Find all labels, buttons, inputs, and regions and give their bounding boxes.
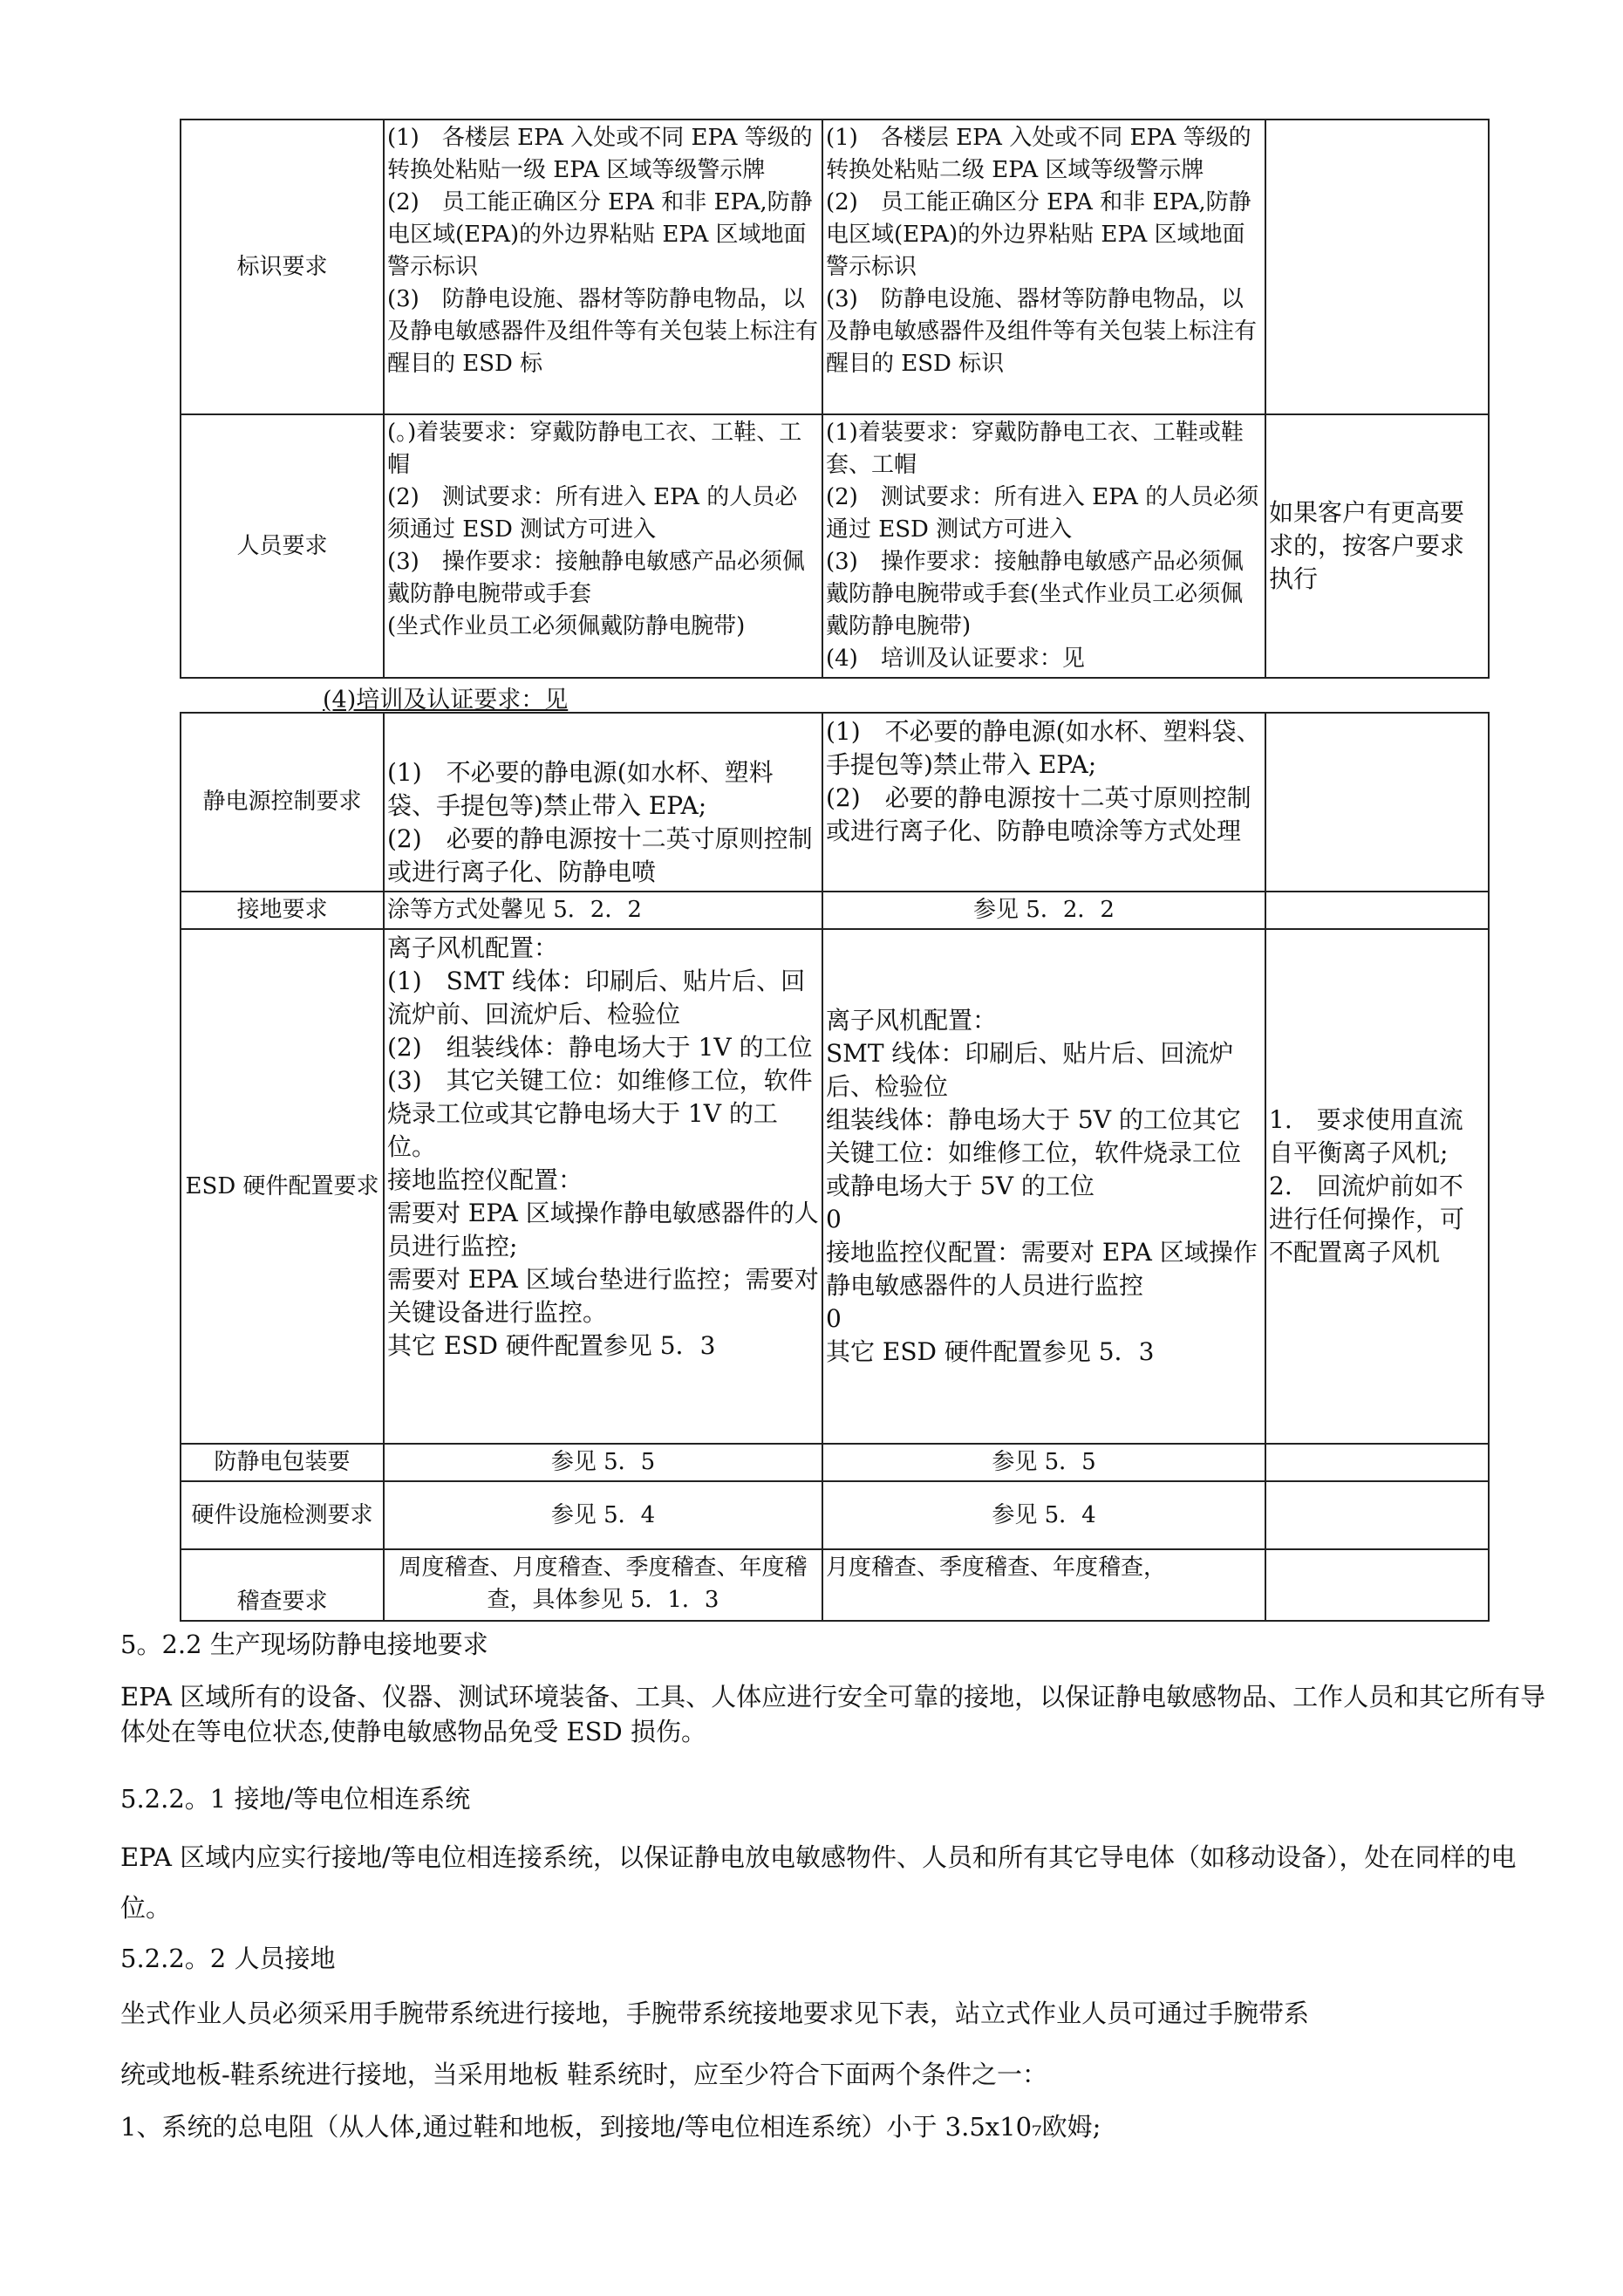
cell-line: 组装线体：静电场大于 5V 的工位其它关键工位：如维修工位，软件烧录工位或静电场大于 5V 的工位 <box>826 1105 1242 1200</box>
row-label: 硬件设施检测要求 <box>181 1481 384 1549</box>
training-note <box>323 680 568 714</box>
cell-line: 0 <box>826 1205 842 1233</box>
cell-line: 其它 ESD 硬件配置参见 5．3 <box>387 1331 716 1360</box>
row-label: 接地要求 <box>181 892 384 929</box>
cell-line: (1) 各楼层 EPA 入处或不同 EPA 等级的转换处粘贴二级 EPA 区域等级警示牌 <box>826 125 1251 183</box>
level1-cell: 涂等方式处馨见 5．2．2 <box>384 892 822 929</box>
level2-cell <box>822 713 1265 892</box>
level1-cell: 周度稽查、月度稽查、季度稽查、年度稽查，具体参见 5．1．3 <box>384 1549 822 1621</box>
cell-line: (2) 组装线体：静电场大于 1V 的工位 <box>387 1033 813 1062</box>
cell-line: (2) 必要的静电源按十二英寸原则控制或进行离子化、防静电喷 <box>387 824 813 886</box>
level2-cell <box>822 414 1265 678</box>
section-heading: 5。2.2 生产现场防静电接地要求 <box>120 1630 488 1659</box>
table-row <box>181 414 1489 678</box>
level2-cell: 参见 5．4 <box>822 1481 1265 1549</box>
remark-cell <box>1265 414 1489 678</box>
remark-cell <box>1265 713 1489 892</box>
cell-line: (3) 防静电设施、器材等防静电物品，以及静电敏感器件及组件等有关包装上标注有醒目的 ESD 标识 <box>826 286 1258 377</box>
esd-requirements-table-1 <box>180 119 1490 679</box>
table-row <box>181 892 1489 929</box>
remark-cell <box>1265 120 1489 414</box>
cell-line: (3) 操作要求：接触静电敏感产品必须佩戴防静电腕带或手套 <box>387 549 805 607</box>
cell-line: (1) 不必要的静电源(如水杯、塑料袋、手提包等)禁止带入 EPA; <box>387 758 774 820</box>
cell-line: 接地监控仪配置：需要对 EPA 区域操作静电敏感器件的人员进行监控 <box>826 1238 1258 1300</box>
level1-cell: 参见 5．4 <box>384 1481 822 1549</box>
cell-line: 其它 ESD 硬件配置参见 5．3 <box>826 1337 1155 1366</box>
remark-cell <box>1265 892 1489 929</box>
remark-cell <box>1265 1549 1489 1621</box>
row-label: 标识要求 <box>181 120 384 414</box>
cell-line: (2) 测试要求：所有进入 EPA 的人员必须通过 ESD 测试方可进入 <box>826 484 1259 543</box>
cell-line: (2) 测试要求：所有进入 EPA 的人员必须通过 ESD 测试方可进入 <box>387 484 798 543</box>
cell-line: (3) 防静电设施、器材等防静电物品，以及静电敏感器件及组件等有关包装上标注有醒目的 ESD 标 <box>387 286 819 377</box>
row-label: 稽查要求 <box>181 1549 384 1621</box>
paragraph: 1、系统的总电阻（从人体,通过鞋和地板，到接地/等电位相连系统）小于 3.5x10₇欧姆; <box>120 2112 1101 2142</box>
row-label: ESD 硬件配置要求 <box>181 929 384 1444</box>
paragraph: EPA 区域所有的设备、仪器、测试环境装备、工具、人体应进行安全可靠的接地，以保证静电敏感物品、工作人员和其它所有导体处在等电位状态,使静电敏感物品免受 ESD 损伤。 <box>120 1682 1546 1746</box>
table-row <box>181 1549 1489 1621</box>
cell-line: 0 <box>826 1304 842 1333</box>
level2-cell <box>822 929 1265 1444</box>
cell-line: (4) 培训及认证要求：见 <box>826 646 1085 672</box>
cell-line: 离子风机配置： <box>826 1006 998 1035</box>
level2-cell: 参见 5．2．2 <box>822 892 1265 929</box>
cell-line: (3) 操作要求：接触静电敏感产品必须佩戴防静电腕带或手套(坐式作业员工必须佩戴防静电腕带) <box>826 549 1244 639</box>
level1-cell <box>384 414 822 678</box>
cell-line: (1) SMT 线体：印刷后、贴片后、回流炉前、回流炉后、检验位 <box>387 967 806 1028</box>
level2-cell: 月度稽查、季度稽查、年度稽查， <box>822 1549 1265 1621</box>
level2-cell <box>822 120 1265 414</box>
cell-line: (1) 不必要的静电源(如水杯、塑料袋、手提包等)禁止带入 EPA; <box>826 717 1261 779</box>
table-row <box>181 1444 1489 1481</box>
cell-line: 2. 回流炉前如不进行任何操作，可不配置离子风机 <box>1269 1172 1465 1267</box>
remark-cell <box>1265 1481 1489 1549</box>
cell-line: 如果客户有更高要求的，按客户要求执行 <box>1269 498 1465 593</box>
table-row <box>181 1481 1489 1549</box>
paragraph: EPA 区域内应实行接地/等电位相连接系统，以保证静电放电敏感物件、人员和所有其它导电体（如移动设备），处在同样的电位。 <box>120 1842 1517 1923</box>
paragraph: 坐式作业人员必须采用手腕带系统进行接地，手腕带系统接地要求见下表，站立式作业人员可通过手腕带系 <box>120 1999 1310 2028</box>
section-heading: 5.2.2。2 人员接地 <box>120 1944 336 1973</box>
cell-line: 需要对 EPA 区域操作静电敏感器件的人员进行监控; <box>387 1199 819 1261</box>
cell-line: (2) 必要的静电源按十二英寸原则控制或进行离子化、防静电喷涂等方式处理 <box>826 783 1251 845</box>
paragraph: 统或地板-鞋系统进行接地，当采用地板 鞋系统时，应至少符合下面两个条件之一： <box>120 2060 1048 2089</box>
cell-line: (3) 其它关键工位：如维修工位，软件烧录工位或其它静电场大于 1V 的工位。 <box>387 1066 813 1161</box>
cell-line: SMT 线体：印刷后、贴片后、回流炉后、检验位 <box>826 1039 1234 1101</box>
table-row <box>181 713 1489 892</box>
level1-cell: 参见 5．5 <box>384 1444 822 1481</box>
esd-requirements-table-2 <box>180 712 1490 1622</box>
cell-line: (1)着装要求：穿戴防静电工衣、工鞋或鞋套、工帽 <box>826 420 1244 478</box>
level1-cell <box>384 120 822 414</box>
cell-line: (2) 员工能正确区分 EPA 和非 EPA,防静电区域(EPA)的外边界粘贴 EPA 区域地面警示标识 <box>387 189 813 280</box>
cell-line: 需要对 EPA 区域台垫进行监控；需要对关键设备进行监控。 <box>387 1265 819 1327</box>
level1-cell <box>384 713 822 892</box>
remark-cell <box>1265 1444 1489 1481</box>
section-heading: 5.2.2。1 接地/等电位相连系统 <box>120 1784 471 1814</box>
table-row <box>181 120 1489 414</box>
cell-line: (坐式作业员工必须佩戴防静电腕带) <box>387 613 746 639</box>
level1-cell <box>384 929 822 1444</box>
cell-line: 1. 要求使用直流自平衡离子风机; <box>1269 1105 1463 1167</box>
note-text: (4)培训及认证要求：见 <box>323 687 569 714</box>
table-row <box>181 929 1489 1444</box>
row-label: 防静电包装要 <box>181 1444 384 1481</box>
level2-cell: 参见 5．5 <box>822 1444 1265 1481</box>
cell-line: 离子风机配置： <box>387 933 559 962</box>
row-label: 人员要求 <box>181 414 384 678</box>
cell-line: 接地监控仪配置： <box>387 1165 583 1194</box>
row-label: 静电源控制要求 <box>181 713 384 892</box>
remark-cell <box>1265 929 1489 1444</box>
cell-line: (2) 员工能正确区分 EPA 和非 EPA,防静电区域(EPA)的外边界粘贴 EPA 区域地面警示标识 <box>826 189 1251 280</box>
cell-line: (。)着装要求：穿戴防静电工衣、工鞋、工帽 <box>387 420 802 478</box>
cell-line: (1) 各楼层 EPA 入处或不同 EPA 等级的转换处粘贴一级 EPA 区域等级警示牌 <box>387 125 813 183</box>
